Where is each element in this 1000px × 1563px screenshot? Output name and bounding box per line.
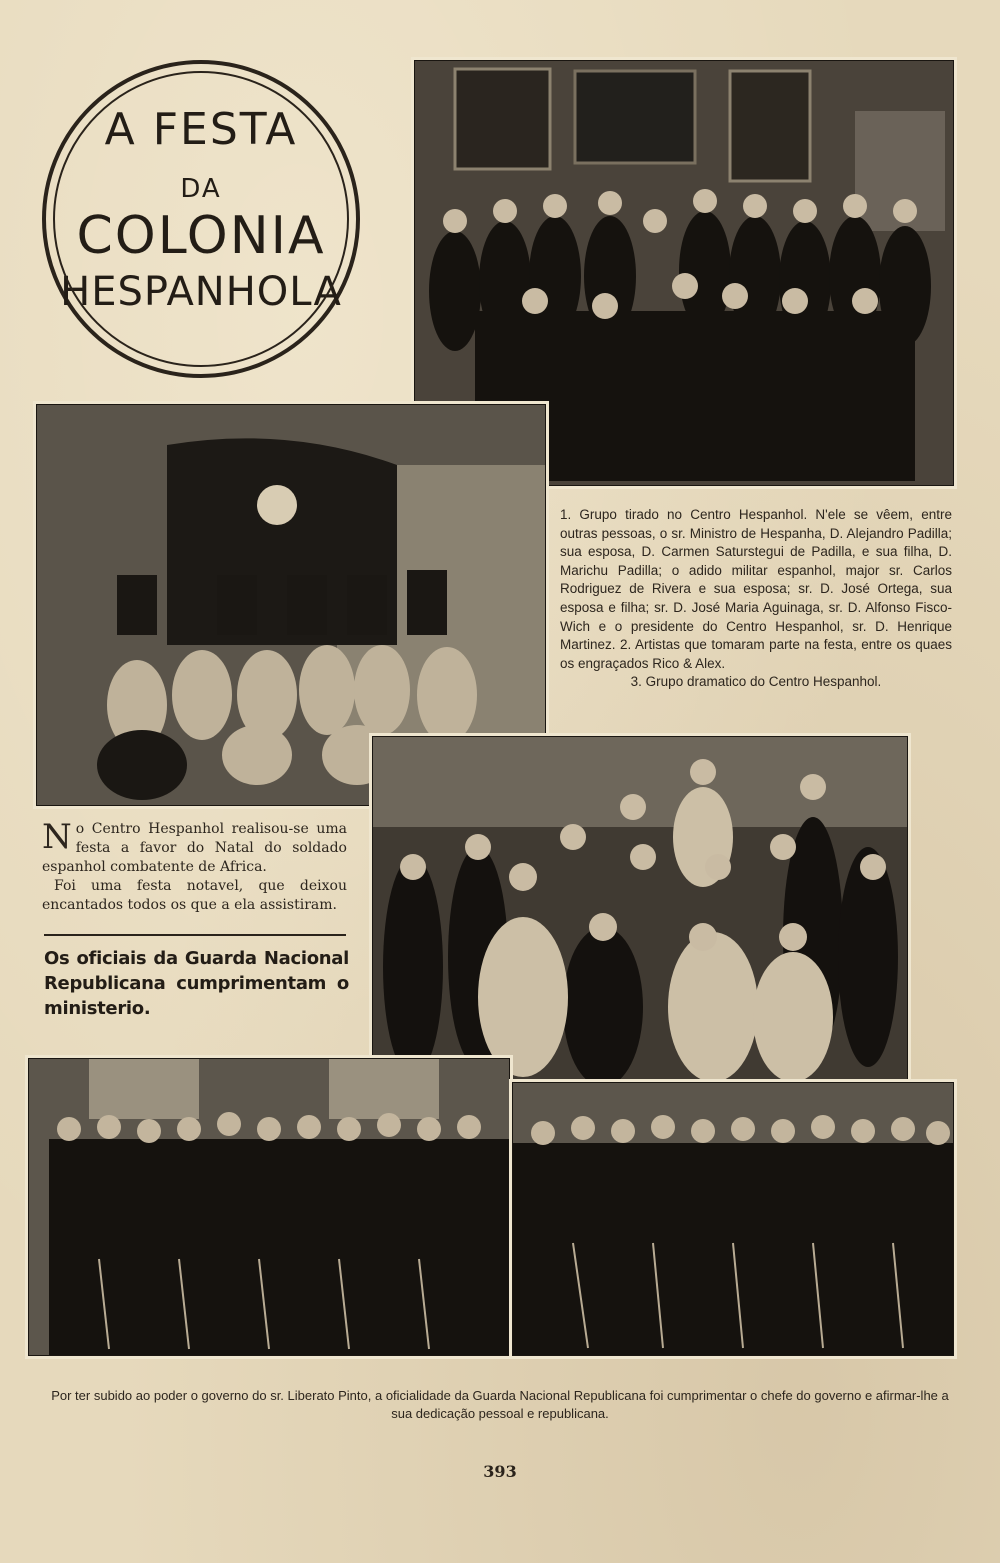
photo-guarda-direita [512, 1082, 954, 1356]
title-line-3: COLONIA [76, 206, 326, 266]
photo-caption [560, 506, 952, 692]
section-subheading: Os oficiais da Guarda Nacional Republicana cumprimentam o ministerio. [44, 948, 349, 1019]
caption-last-line: 3. Grupo dramatico do Centro Hespanhol. [630, 674, 882, 690]
title-line-4: HESPANHOLA [60, 269, 342, 315]
section-divider [44, 934, 346, 936]
title-seal [42, 60, 360, 378]
bottom-caption: Por ter subido ao poder o governo do sr. Liberato Pinto, a oficialidade da Guarda Nacional Republicana foi cumprimentar o chefe do governo e afirmar-lhe a sua dedicação pessoal e republicana. [51, 1388, 949, 1421]
intro-text: o Centro Hespanhol realisou-se uma festa a favor do Natal do soldado espanhol combatente de Africa. [42, 821, 347, 875]
title-line-2: DA [180, 174, 222, 204]
page-number: 393 [483, 1462, 517, 1481]
intro-text-2: Foi uma festa notavel, que deixou encantados todos os que a ela assistiram. [42, 878, 347, 913]
photo-grupo-dramatico [372, 736, 908, 1080]
title-line-1: A FESTA [104, 104, 298, 155]
caption-text: 1. Grupo tirado no Centro Hespanhol. N'ele se vêem, entre outras pessoas, o sr. Ministro de Hespanha, D. Alejandro Padilla; sua esposa, D. Carmen Saturstegui de Padilla, e sua filha, D. Marichu Padilla; o adido militar espanhol, major sr. Carlos Rodriguez de Rivera e sua esposa; sr. D. José Ortega, sua esposa e filha; sr. D. José Maria Aguinaga, sr. D. Alfonso Fisco-Wich e o presidente do Centro Hespanhol, sr. D. Henrique Martinez. 2. Artistas que tomaram parte na festa, entre os quaes os engraçados Rico & Alex. [560, 507, 952, 671]
intro-paragraph [42, 817, 347, 915]
photo-guarda-esquerda [28, 1058, 510, 1356]
dropcap: N [42, 817, 72, 857]
